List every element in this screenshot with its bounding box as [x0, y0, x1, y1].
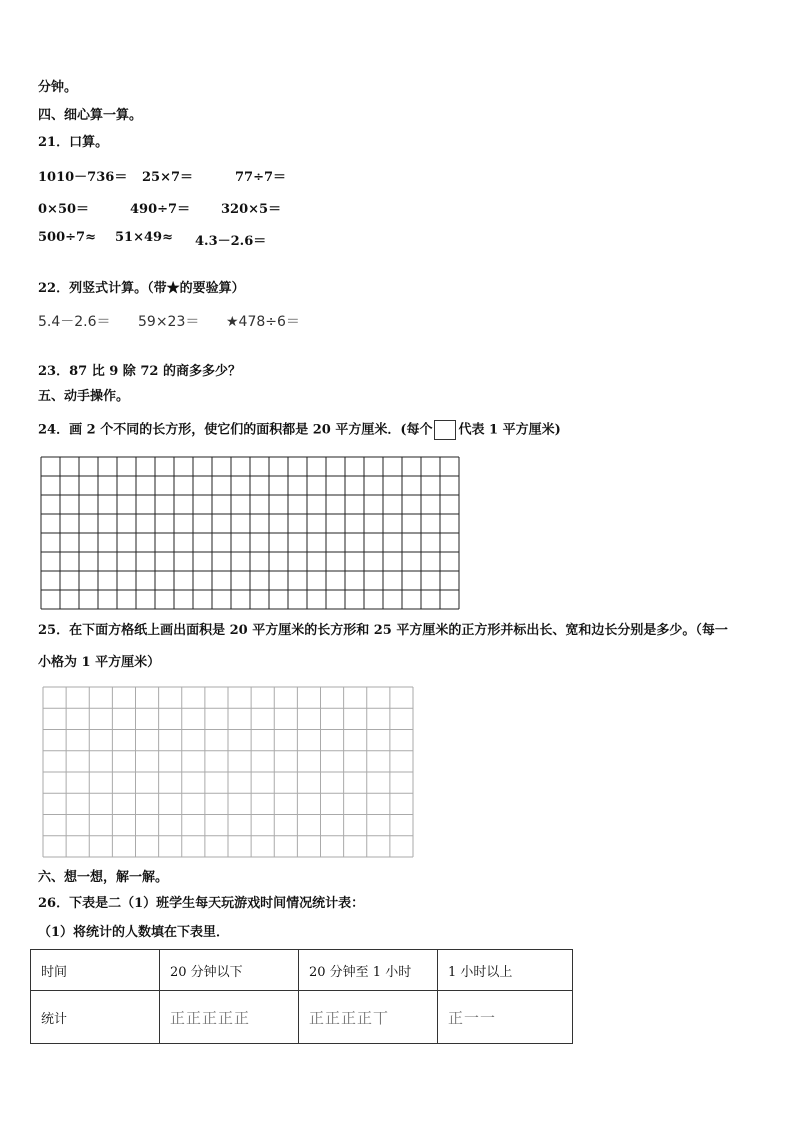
question-23: 23．87 比 9 除 72 的商多多少？ [38, 364, 241, 379]
question-24 [38, 420, 561, 440]
calc-item: 500÷7≈ [38, 230, 96, 245]
text-fragment: 分钟。 [38, 80, 78, 95]
question-24-text-a: 24．画 2 个不同的长方形，使它们的面积都是 20 平方厘米．(每个 [38, 422, 433, 438]
section-heading-5: 五、动手操作。 [38, 389, 130, 404]
calc-item: 0×50＝ [38, 202, 90, 217]
question-24-text-b: 代表 1 平方厘米) [458, 422, 561, 438]
calc-item: 25×7＝ [142, 170, 194, 185]
calc-item: 490÷7＝ [130, 202, 191, 217]
grid-paper-1[interactable] [40, 456, 460, 610]
question-26-sub1: （1）将统计的人数填在下表里． [38, 925, 230, 940]
calc-item: 1010－736＝ [38, 170, 128, 185]
section-heading-6: 六、想一想，解一解。 [38, 870, 169, 885]
calc-item: 51×49≈ [115, 230, 173, 245]
calc-item: 4.3－2.6＝ [195, 234, 267, 249]
table-row-label: 统计 [31, 991, 160, 1044]
unit-square-icon [434, 420, 456, 440]
table-header-time: 时间 [31, 950, 160, 991]
question-25-line2: 小格为 1 平方厘米） [38, 655, 161, 670]
vertical-calc-item: 59×23＝ [138, 314, 200, 330]
tally-cell[interactable] [160, 991, 299, 1044]
question-25-line1: 25．在下面方格纸上画出面积是 20 平方厘米的长方形和 25 平方厘米的正方形并标出长、宽和边长分别是多少。（每一 [38, 623, 728, 638]
calc-item: 320×5＝ [221, 202, 282, 217]
table-header-20-to-60: 20 分钟至 1 小时 [299, 950, 438, 991]
grid-paper-2[interactable] [42, 686, 414, 858]
question-22: 22．列竖式计算。（带★的要验算） [38, 281, 245, 296]
question-21: 21．口算。 [38, 135, 109, 150]
vertical-calc-item: 5.4－2.6＝ [38, 314, 111, 330]
tally-cell[interactable] [438, 991, 573, 1044]
tally-marks: 正一一 [448, 1008, 497, 1027]
question-26: 26．下表是二（1）班学生每天玩游戏时间情况统计表： [38, 896, 365, 911]
statistics-table [30, 949, 573, 1044]
calc-item: 77÷7＝ [235, 170, 287, 185]
vertical-calc-item: ★478÷6＝ [226, 314, 300, 330]
table-header-over-1h: 1 小时以上 [438, 950, 573, 991]
tally-cell[interactable] [299, 991, 438, 1044]
table-header-under-20: 20 分钟以下 [160, 950, 299, 991]
tally-marks: 正正正正丅 [309, 1008, 390, 1027]
tally-marks: 正正正正正 [170, 1008, 251, 1027]
section-heading-4: 四、细心算一算。 [38, 108, 143, 123]
